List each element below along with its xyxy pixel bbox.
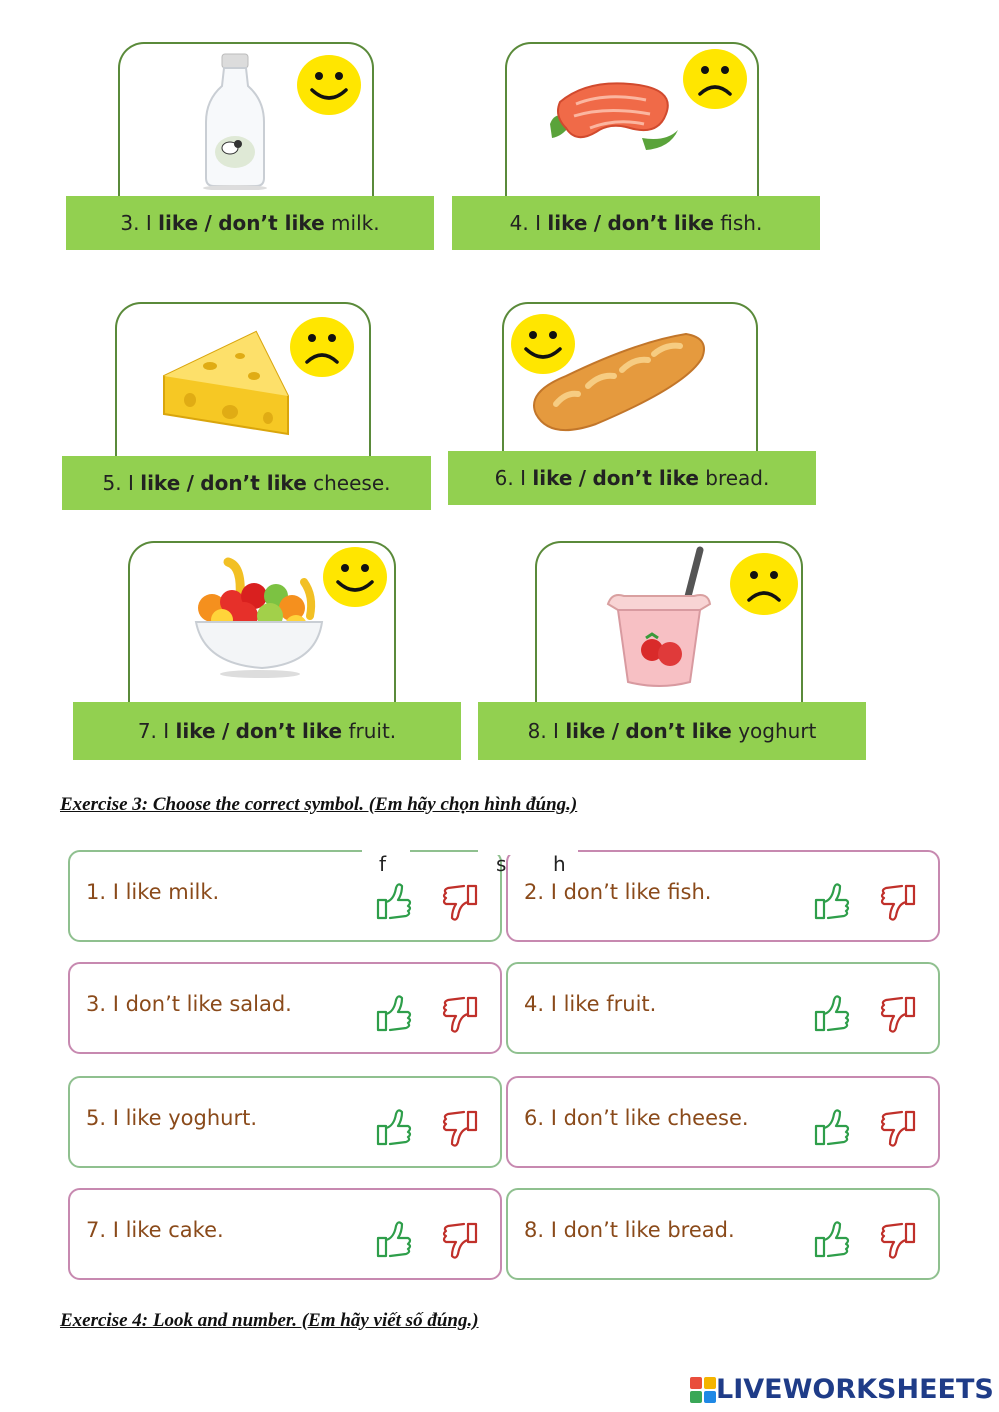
sentence-band: 5. I like / don’t like cheese. [62,456,431,510]
happy-face-icon [296,54,362,116]
exercise-3-item [68,962,502,1054]
liveworksheets-logo[interactable] [690,1374,994,1405]
thumbs-down-icon[interactable] [880,1106,920,1150]
exercise-3-heading: Exercise 3: Choose the correct symbol. (Em hãy chọn hình đúng.) [60,794,578,815]
answer-field-1[interactable]: f [379,852,387,876]
exercise-3-item [68,1076,502,1168]
item-sentence: 1. I like milk. [86,880,220,904]
exercise-4-heading: Exercise 4: Look and number. (Em hãy viết số đúng.) [60,1310,479,1331]
thumbs-down-icon[interactable] [442,992,482,1036]
exercise-3-item [506,1188,940,1280]
thumbs-down-icon[interactable] [880,1218,920,1262]
exercise-3-item [506,1076,940,1168]
thumbs-down-icon[interactable] [880,992,920,1036]
answer-field-2[interactable]: s [496,852,507,876]
exercise-3-item [506,850,940,942]
salmon-steak-image [546,78,684,156]
sad-face-icon [289,316,355,378]
milk-bottle-image [200,52,270,190]
thumbs-up-icon[interactable] [810,1106,850,1150]
fruit-bowl-image [192,556,326,680]
sentence-band: 7. I like / don’t like fruit. [73,702,461,760]
sentence-band: 3. I like / don’t like milk. [66,196,434,250]
exercise-3-item [68,1188,502,1280]
yoghurt-cup-image [604,546,714,692]
cheese-wedge-image [160,330,292,438]
thumbs-down-icon[interactable] [442,1106,482,1150]
item-sentence: 2. I don’t like fish. [524,880,712,904]
thumbs-up-icon[interactable] [372,1106,412,1150]
thumbs-up-icon[interactable] [372,880,412,924]
thumbs-up-icon[interactable] [810,992,850,1036]
happy-face-icon [322,546,388,608]
thumbs-up-icon[interactable] [372,992,412,1036]
thumbs-down-icon[interactable] [880,880,920,924]
item-sentence: 5. I like yoghurt. [86,1106,258,1130]
logo-mark-icon [690,1377,716,1403]
thumbs-down-icon[interactable] [442,1218,482,1262]
item-sentence: 8. I don’t like bread. [524,1218,735,1242]
item-sentence: 7. I like cake. [86,1218,224,1242]
answer-field-3[interactable]: h [553,852,566,876]
thumbs-up-icon[interactable] [810,1218,850,1262]
exercise-3-item [506,962,940,1054]
sentence-band: 6. I like / don’t like bread. [448,451,816,505]
sad-face-icon [729,552,799,616]
exercise-3-item [68,850,502,942]
item-sentence: 4. I like fruit. [524,992,657,1016]
thumbs-up-icon[interactable] [372,1218,412,1262]
sentence-band: 4. I like / don’t like fish. [452,196,820,250]
item-sentence: 6. I don’t like cheese. [524,1106,749,1130]
thumbs-up-icon[interactable] [810,880,850,924]
thumbs-down-icon[interactable] [442,880,482,924]
sad-face-icon [682,48,748,110]
bread-loaf-image [526,328,710,440]
sentence-band: 8. I like / don’t like yoghurt [478,702,866,760]
item-sentence: 3. I don’t like salad. [86,992,292,1016]
logo-text: LIVEWORKSHEETS [716,1374,994,1405]
